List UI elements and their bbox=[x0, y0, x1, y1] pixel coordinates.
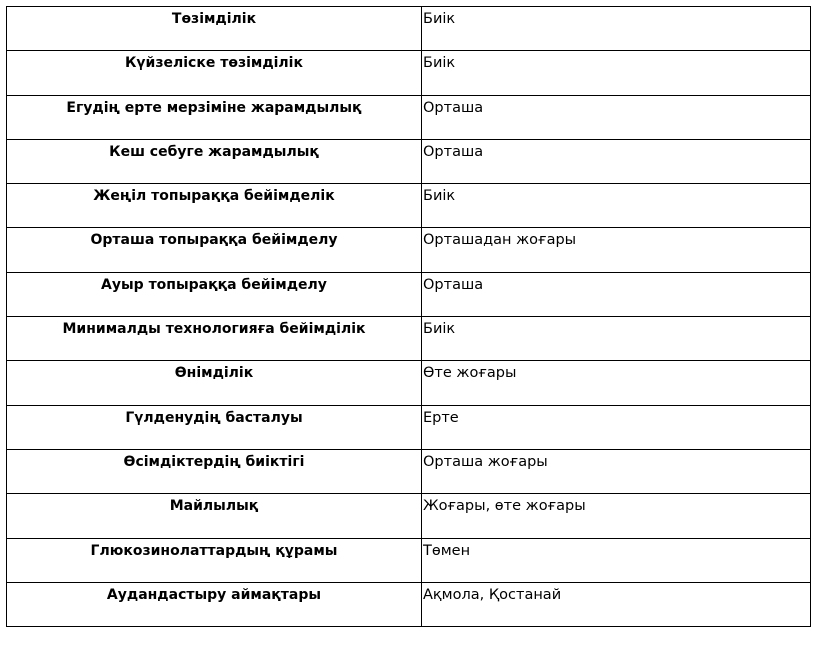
table-row bbox=[7, 95, 811, 139]
value-cell: Орташа bbox=[422, 95, 811, 139]
property-cell: Жеңіл топыраққа бейімделік bbox=[7, 184, 422, 228]
value-cell: Орташа bbox=[422, 272, 811, 316]
table-row bbox=[7, 405, 811, 449]
table-row bbox=[7, 538, 811, 582]
property-cell: Орташа топыраққа бейімделу bbox=[7, 228, 422, 272]
property-cell: Майлылық bbox=[7, 494, 422, 538]
table-row bbox=[7, 228, 811, 272]
value-cell: Биік bbox=[422, 7, 811, 51]
value-cell: Биік bbox=[422, 51, 811, 95]
table-row bbox=[7, 582, 811, 626]
value-cell: Ақмола, Қостанай bbox=[422, 582, 811, 626]
value-cell: Орташа bbox=[422, 139, 811, 183]
value-cell: Жоғары, өте жоғары bbox=[422, 494, 811, 538]
value-cell: Ерте bbox=[422, 405, 811, 449]
property-cell: Глюкозинолаттардың құрамы bbox=[7, 538, 422, 582]
property-cell: Төзімділік bbox=[7, 7, 422, 51]
value-cell: Орташа жоғары bbox=[422, 449, 811, 493]
table-row bbox=[7, 7, 811, 51]
table-row bbox=[7, 139, 811, 183]
property-cell: Егудің ерте мерзіміне жарамдылық bbox=[7, 95, 422, 139]
property-cell: Гүлденудің басталуы bbox=[7, 405, 422, 449]
property-cell: Өсімдіктердің биіктігі bbox=[7, 449, 422, 493]
table-row bbox=[7, 51, 811, 95]
table-row bbox=[7, 272, 811, 316]
value-cell: Төмен bbox=[422, 538, 811, 582]
characteristics-table bbox=[6, 6, 811, 627]
property-cell: Ауыр топыраққа бейімделу bbox=[7, 272, 422, 316]
property-cell: Аудандастыру аймақтары bbox=[7, 582, 422, 626]
table-row bbox=[7, 361, 811, 405]
table-row bbox=[7, 184, 811, 228]
property-cell: Өнімділік bbox=[7, 361, 422, 405]
value-cell: Биік bbox=[422, 184, 811, 228]
value-cell: Орташадан жоғары bbox=[422, 228, 811, 272]
value-cell: Биік bbox=[422, 317, 811, 361]
table-row bbox=[7, 494, 811, 538]
property-cell: Кеш себуге жарамдылық bbox=[7, 139, 422, 183]
table-row bbox=[7, 449, 811, 493]
property-cell: Күйзеліске төзімділік bbox=[7, 51, 422, 95]
value-cell: Өте жоғары bbox=[422, 361, 811, 405]
property-cell: Минималды технологияға бейімділік bbox=[7, 317, 422, 361]
table-row bbox=[7, 317, 811, 361]
